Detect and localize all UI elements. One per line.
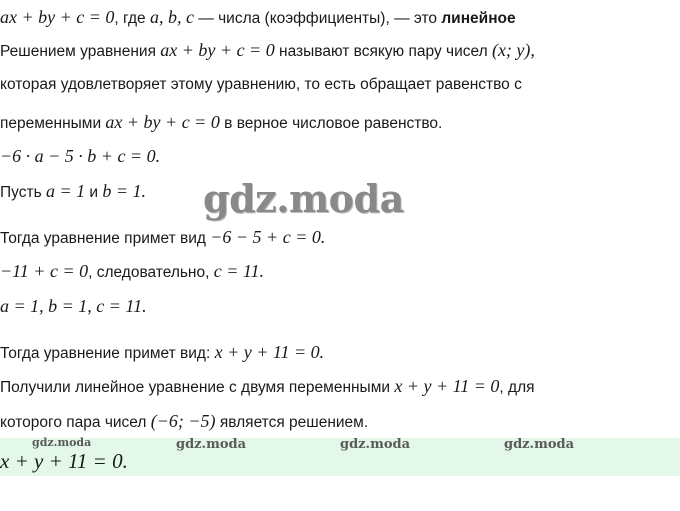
text-line-7 [0, 226, 325, 248]
equation: ax + by + c = 0 [0, 7, 115, 27]
watermark-small: gdz.moda [32, 436, 92, 449]
text: которого пара чисел [0, 414, 151, 431]
text: Пусть [0, 184, 46, 201]
text-line-8 [0, 260, 264, 282]
text-line-5 [0, 145, 160, 167]
answer-line [0, 448, 128, 474]
equation: b = 1. [102, 181, 147, 201]
text: в верное числовое равенство. [219, 115, 443, 132]
text-line-6 [0, 180, 146, 202]
answer-equation: x + y + 11 = 0. [0, 449, 128, 473]
pair: (x; y), [491, 40, 535, 60]
text: является решением. [215, 414, 369, 431]
text: Тогда уравнение примет вид [0, 230, 211, 247]
equation: x + y + 11 = 0. [214, 342, 325, 362]
pair: (−6; −5) [150, 411, 216, 431]
watermark-small: gdz.moda [504, 437, 575, 452]
watermark-small: gdz.moda [176, 437, 247, 452]
text: которая удовлетворяет этому уравнению, то есть обращает равенство с [0, 76, 522, 93]
equation: x + y + 11 = 0 [394, 376, 500, 396]
text-line-11 [0, 375, 535, 397]
text: переменными [0, 115, 106, 132]
text-line-1 [0, 6, 516, 28]
text-line-4 [0, 111, 442, 133]
equation: ax + by + c = 0 [160, 40, 275, 60]
equation: −6 · a − 5 · b + c = 0. [0, 146, 161, 166]
text-line-9 [0, 295, 147, 317]
text-line-10 [0, 341, 324, 363]
text: , следовательно, [88, 264, 214, 281]
text: называют всякую пару чисел [274, 43, 492, 60]
text-line-12 [0, 410, 368, 432]
text: Решением уравнения [0, 43, 161, 60]
equation: −6 − 5 + c = 0. [210, 227, 326, 247]
text: , где [114, 10, 150, 27]
equation: a = 1, b = 1, c = 11. [0, 296, 147, 316]
watermark-logo: gdz.moda [203, 176, 404, 221]
text: и [85, 184, 103, 201]
text: , для [499, 379, 535, 396]
watermark-small: gdz.moda [340, 437, 411, 452]
text: Тогда уравнение примет вид: [0, 345, 215, 362]
coefficients: a, b, c [149, 7, 194, 27]
equation: a = 1 [45, 181, 86, 201]
text-line-2 [0, 39, 535, 61]
text: — числа (коэффициенты), — это [193, 10, 442, 27]
equation: c = 11. [213, 261, 265, 281]
equation: −11 + c = 0 [0, 261, 89, 281]
bold-term: линейное [441, 10, 516, 27]
text: Получили линейное уравнение с двумя переменными [0, 379, 395, 396]
equation: ax + by + c = 0 [105, 112, 220, 132]
text-line-3 [0, 74, 522, 96]
